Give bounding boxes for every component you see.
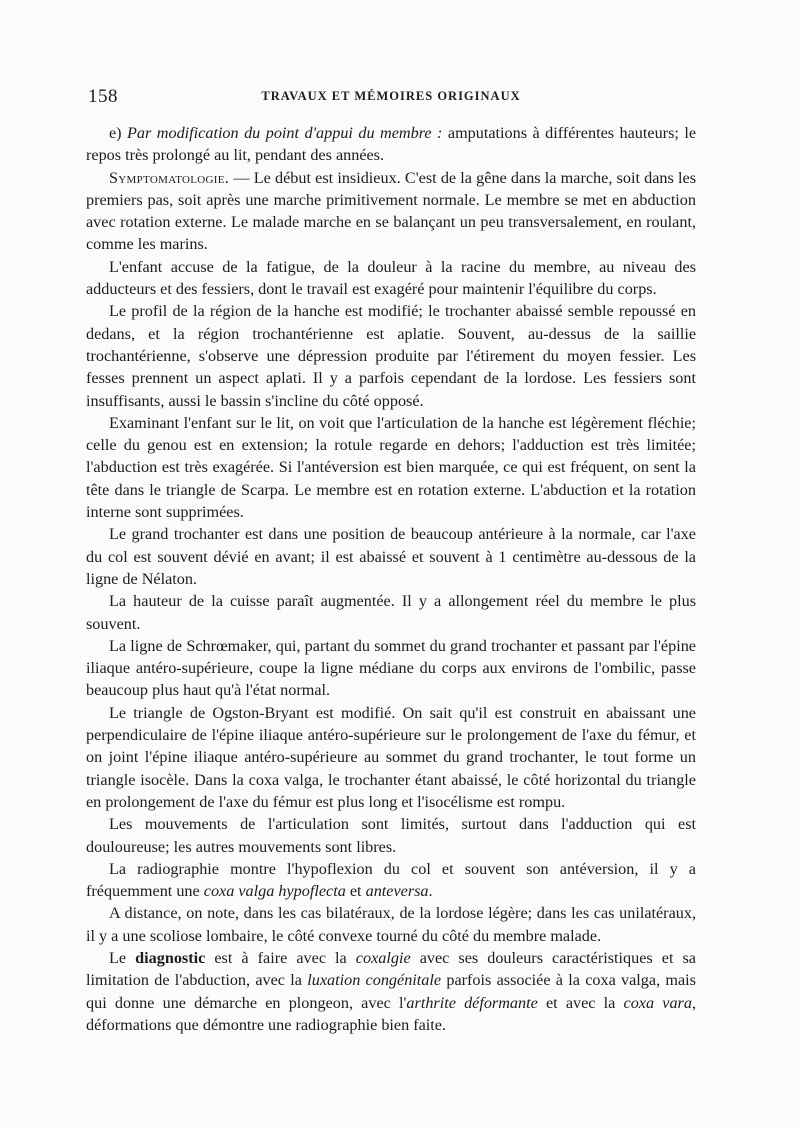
text-segment: A distance, on note, dans les cas bilatéraux, de la lordose légère; dans les cas unilatéraux, il y a une scoliose lombaire, le côté convexe tourné du côté du membre malade. [86,904,696,945]
text-segment: est à faire avec la [205,948,356,967]
paragraph [86,590,696,635]
text-segment: L'enfant accuse de la fatigue, de la douleur à la racine du membre, au niveau des adducteurs et des fessiers, dont le travail est exagéré pour maintenir l'équilibre du corps. [86,257,696,299]
paragraph [86,300,696,411]
italic-text: luxation congénitale [307,971,442,990]
italic-text: coxa vara [623,993,692,1012]
paragraph [86,523,696,590]
paragraph [86,813,696,858]
text-segment: , déformations que démontre une radiographie bien faite. [86,993,696,1034]
text-segment: Le [109,948,136,967]
text-segment: avec ses douleurs caractéristiques et sa limitation de l'abduction, avec la [86,948,696,990]
text-segment: Le profil de la région de la hanche est modifié; le trochanter abaissé semble repoussé en dedans, et la région trochantérienne est aplatie. Souvent, au-dessus de la saillie trochantérienne, s'observe une dépression produite par l'étirement du moyen fessier. Les fesses prennent un aspect aplati. Il y a parfois cependant de la lordose. Les fessiers sont insuffisants, aussi le bassin s'incline du côté opposé. [86,302,696,410]
text-segment: — Le début est insidieux. C'est de la gêne dans la marche, soit dans les premiers pas, soit après une marche primitivement normale. Le membre se met en abduction avec rotation externe. Le malade marche en se balançant un peu transversalement, en roulant, comme les marins. [86,168,696,254]
body-text [86,122,696,1036]
paragraph [86,412,696,523]
text-segment: Le triangle de Ogston-Bryant est modifié. On sait qu'il est construit en abaissant une perpendiculaire de l'épine iliaque antéro-supérieure sur le prolongement de l'axe du fémur, et on joint l'épine iliaque antéro-supérieure au sommet du grand trochanter, le tout forme un triangle isocèle. Dans la coxa valga, le trochanter étant abaissé, le côté horizontal du triangle en prolongement de l'axe du fémur est plus long et l'isocélisme est rompu. [86,703,696,811]
page-number: 158 [88,86,118,107]
text-segment: Examinant l'enfant sur le lit, on voit que l'articulation de la hanche est légèrement fléchie; celle du genou est en extension; la rotule regarde en dehors; l'adduction est très limitée; l'abduction est très exagérée. Si l'antéversion est bien marquée, ce qui est fréquent, on sent la tête dans le triangle de Scarpa. Le membre est en rotation externe. L'abduction et la rotation interne sont supprimées. [86,413,696,522]
text-segment: parfois associée à la coxa valga, mais qui donne une démarche en plongeon, avec l' [86,971,696,1012]
italic-text: coxa valga hypoflecta [203,882,346,901]
paragraph [86,902,696,947]
italic-text: coxalgie [355,948,411,967]
bold-text: diagnostic [135,948,206,967]
text-segment: Les mouvements de l'articulation sont limités, surtout dans l'adduction qui est douloureuse; les autres mouvements sont libres. [86,815,696,856]
text-segment: et avec la [537,993,624,1012]
text-segment: La hauteur de la cuisse paraît augmentée. Il y a allongement réel du membre le plus souvent. [86,592,696,633]
text-segment: La ligne de Schrœmaker, qui, partant du sommet du grand trochanter et passant par l'épine iliaque antéro-supérieure, coupe la ligne médiane du corps aux environs de l'ombilic, passe beaucoup plus haut qu'à l'état normal. [86,636,696,700]
paragraph [86,702,696,813]
italic-text: arthrite déformante [406,993,538,1012]
text-segment: Le grand trochanter est dans une position de beaucoup antérieure à la normale, car l'axe du col est souvent dévié en avant; il est abaissé et souvent à 1 centimètre au-dessous de la ligne de Nélaton. [86,525,696,588]
italic-text: Par modification du point d'appui du membre : [127,124,443,142]
section-heading: Symptomatologie. [109,168,230,187]
running-title: TRAVAUX ET MÉMOIRES ORIGINAUX [261,89,521,103]
paragraph [86,635,696,702]
paragraph [86,167,696,256]
text-segment: amputations à différentes hauteurs; le repos très prolongé au lit, pendant des années. [86,124,697,165]
text-segment: La radiographie montre l'hypoflexion du col et souvent son antéversion, il y a fréquemment une [86,859,696,901]
paragraph [86,858,696,903]
paragraph [86,947,696,1036]
page-header [88,86,694,110]
text-segment: . [428,882,433,901]
italic-text: anteversa [365,882,429,901]
text-segment: et [345,882,366,901]
paragraph [86,256,696,301]
text-segment: e) [109,124,128,142]
paragraph [86,122,696,167]
